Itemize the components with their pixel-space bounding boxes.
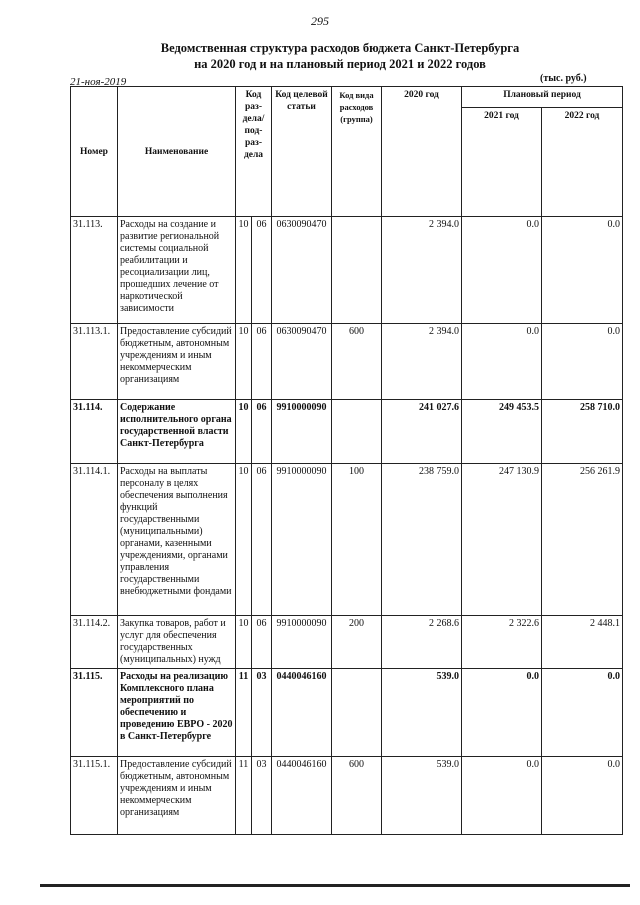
row-target: 9910000090: [272, 616, 332, 669]
header-kind-code: Код вида расходов (группа): [332, 87, 382, 217]
row-name: Расходы на создание и развитие региональной системы социальной реабилитации и ресоциализации лиц, прошедших лечение от наркотической зависимости: [118, 217, 236, 324]
row-number: 31.113.1.: [71, 324, 118, 400]
row-target: 0630090470: [272, 217, 332, 324]
row-target: 0630090470: [272, 324, 332, 400]
row-kind: [332, 217, 382, 324]
header-2020: 2020 год: [382, 87, 462, 217]
header-name: Наименование: [118, 87, 236, 217]
row-section: 10: [236, 464, 252, 616]
row-2022: 0.0: [542, 324, 623, 400]
row-number: 31.114.: [71, 400, 118, 464]
row-section: 11: [236, 757, 252, 835]
row-section: 10: [236, 217, 252, 324]
row-2021: 249 453.5: [462, 400, 542, 464]
row-subsection: 06: [252, 616, 272, 669]
header-number: Номер: [71, 87, 118, 217]
row-2022: 256 261.9: [542, 464, 623, 616]
row-section: 11: [236, 669, 252, 757]
row-subsection: 06: [252, 464, 272, 616]
row-section: 10: [236, 324, 252, 400]
row-2020: 241 027.6: [382, 400, 462, 464]
document-date: 21-ноя-2019: [70, 76, 127, 88]
row-2021: 247 130.9: [462, 464, 542, 616]
row-kind: 100: [332, 464, 382, 616]
units-label: (тыс. руб.): [540, 73, 587, 84]
row-2022: 0.0: [542, 757, 623, 835]
header-row-1: [71, 87, 623, 108]
title-line-1: Ведомственная структура расходов бюджета Санкт-Петербурга: [160, 41, 520, 55]
table-row: [71, 324, 623, 400]
header-2021: 2021 год: [462, 108, 542, 217]
row-number: 31.113.: [71, 217, 118, 324]
row-target: 0440046160: [272, 669, 332, 757]
row-2020: 2 268.6: [382, 616, 462, 669]
row-subsection: 06: [252, 324, 272, 400]
row-name: Предоставление субсидий бюджетным, автономным учреждениям и иным некоммерческим организациям: [118, 324, 236, 400]
row-2020: 539.0: [382, 757, 462, 835]
row-kind: [332, 669, 382, 757]
row-kind: 600: [332, 757, 382, 835]
table-row: [71, 669, 623, 757]
row-name: Расходы на реализацию Комплексного плана мероприятий по обеспечению и проведению ЕВРО - 2020 в Санкт-Петербурге: [118, 669, 236, 757]
row-subsection: 06: [252, 400, 272, 464]
row-section: 10: [236, 400, 252, 464]
row-subsection: 03: [252, 669, 272, 757]
row-number: 31.115.1.: [71, 757, 118, 835]
row-2022: 258 710.0: [542, 400, 623, 464]
row-section: 10: [236, 616, 252, 669]
row-2020: 539.0: [382, 669, 462, 757]
table-row: [71, 757, 623, 835]
row-kind: 200: [332, 616, 382, 669]
row-target: 0440046160: [272, 757, 332, 835]
header-target-code: Код целевой статьи: [272, 87, 332, 217]
row-2021: 0.0: [462, 217, 542, 324]
row-kind: 600: [332, 324, 382, 400]
row-2021: 0.0: [462, 324, 542, 400]
row-subsection: 06: [252, 217, 272, 324]
table-row: [71, 217, 623, 324]
row-number: 31.115.: [71, 669, 118, 757]
row-name: Закупка товаров, работ и услуг для обеспечения государственных (муниципальных) нужд: [118, 616, 236, 669]
row-2020: 238 759.0: [382, 464, 462, 616]
row-2021: 2 322.6: [462, 616, 542, 669]
header-planned-period: Плановый период: [462, 87, 623, 108]
table-row: [71, 400, 623, 464]
document-title: [120, 40, 560, 72]
row-2021: 0.0: [462, 669, 542, 757]
page-number: 295: [311, 14, 329, 28]
row-name: Предоставление субсидий бюджетным, автономным учреждениям и иным некоммерческим организациям: [118, 757, 236, 835]
table-row: [71, 616, 623, 669]
row-2020: 2 394.0: [382, 217, 462, 324]
row-number: 31.114.2.: [71, 616, 118, 669]
row-kind: [332, 400, 382, 464]
row-2021: 0.0: [462, 757, 542, 835]
footer-rule: [40, 884, 630, 887]
budget-table: [70, 86, 623, 835]
row-2022: 2 448.1: [542, 616, 623, 669]
row-target: 9910000090: [272, 464, 332, 616]
table-row: [71, 464, 623, 616]
row-name: Расходы на выплаты персоналу в целях обеспечения выполнения функций государственными (муниципальными) органами, казенными учреждениями, органами управления государственными внебюджетными фондами: [118, 464, 236, 616]
row-number: 31.114.1.: [71, 464, 118, 616]
header-section-code: Код раз-дела/ под-раз-дела: [236, 87, 272, 217]
row-2022: 0.0: [542, 669, 623, 757]
header-2022: 2022 год: [542, 108, 623, 217]
row-subsection: 03: [252, 757, 272, 835]
row-2022: 0.0: [542, 217, 623, 324]
title-line-2: на 2020 год и на плановый период 2021 и 2022 годов: [194, 57, 486, 71]
row-target: 9910000090: [272, 400, 332, 464]
row-name: Содержание исполнительного органа государственной власти Санкт-Петербурга: [118, 400, 236, 464]
row-2020: 2 394.0: [382, 324, 462, 400]
